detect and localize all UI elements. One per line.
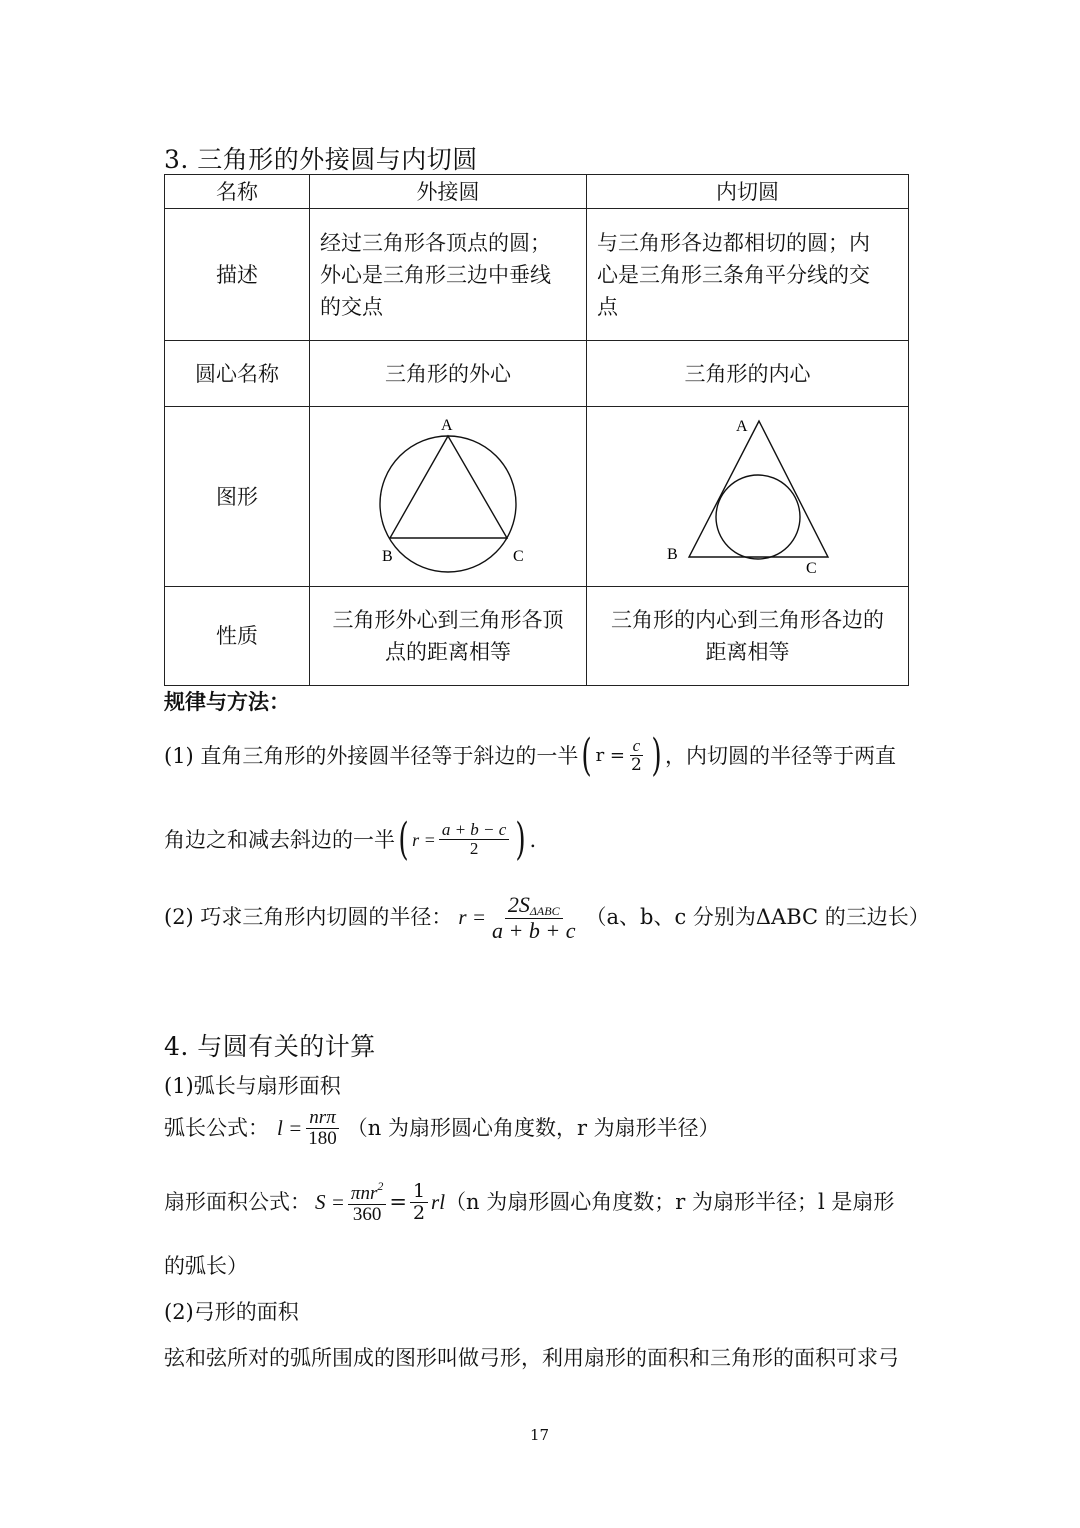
header-circumcircle: 外接圆	[310, 175, 587, 209]
sector-area-formula	[164, 1180, 894, 1226]
denominator: a + b + c	[492, 917, 576, 943]
desc-line: 心是三角形三条角平分线的交	[597, 262, 870, 287]
formula-lhs: r =	[595, 745, 626, 766]
fraction	[305, 1108, 340, 1150]
rule-1b-suffix: .	[529, 827, 537, 852]
incircle-figure-cell	[587, 407, 909, 587]
header-name: 名称	[165, 175, 310, 209]
table-row	[165, 587, 909, 686]
superscript: 2	[377, 1179, 384, 1193]
row-label-figure: 图形	[165, 407, 310, 587]
circumcenter-name: 三角形的外心	[310, 341, 587, 407]
numerator: a + b − c	[439, 821, 510, 840]
numerator: 1	[410, 1182, 428, 1203]
circle-comparison-table	[164, 174, 909, 686]
fraction	[410, 1182, 428, 1224]
rule-1	[164, 730, 897, 781]
section-4-title: 4. 与圆有关的计算	[164, 1032, 376, 1061]
denominator: 2	[412, 1201, 426, 1224]
property-line: 三角形的内心到三角形各边的	[611, 608, 884, 632]
circumcircle-description	[310, 209, 587, 341]
denominator: 180	[308, 1127, 337, 1149]
vertex-b-label: B	[382, 548, 393, 565]
incircle-property	[587, 587, 909, 686]
rule-1-suffix: ，内切圆的半径等于两直	[665, 743, 897, 768]
area-suffix-line-2: 的弧长）	[164, 1254, 248, 1278]
rl-term: rl	[431, 1190, 446, 1215]
row-label-description: 描述	[165, 209, 310, 341]
desc-line: 外心是三角形三边中垂线	[320, 262, 551, 287]
segment-text: 弦和弦所对的弧所围成的图形叫做弓形，利用扇形的面积和三角形的面积可求弓	[164, 1346, 899, 1370]
circumcircle-diagram	[310, 407, 587, 586]
left-paren: (	[581, 730, 593, 781]
subsection-1-title: (1)弧长与扇形面积	[164, 1074, 341, 1098]
circumcircle-property	[310, 587, 587, 686]
right-paren: )	[651, 730, 662, 781]
numerator: πnr	[350, 1183, 378, 1204]
area-prefix: 扇形面积公式：	[164, 1190, 311, 1215]
page-number: 17	[530, 1426, 550, 1444]
property-line: 距离相等	[705, 640, 790, 664]
formula-lhs: r =	[458, 905, 487, 930]
subscript: ΔABC	[529, 904, 560, 918]
property-line: 三角形外心到三角形各顶	[332, 608, 564, 632]
vertex-a-label: A	[441, 417, 453, 434]
desc-line: 与三角形各边都相切的圆；内	[597, 230, 870, 255]
denominator: 2	[631, 755, 642, 776]
circumcircle-figure-cell	[310, 407, 587, 587]
vertex-b-label: B	[667, 546, 678, 563]
table-row	[165, 209, 909, 341]
header-incircle: 内切圆	[587, 175, 909, 209]
incircle-description	[587, 209, 909, 341]
denominator: 2	[469, 839, 479, 859]
fraction	[489, 893, 578, 943]
rule-1-text: (1) 直角三角形的外接圆半径等于斜边的一半	[164, 743, 579, 768]
equals-sign: =	[389, 1190, 407, 1215]
row-label-center: 圆心名称	[165, 341, 310, 407]
incenter-name: 三角形的内心	[587, 341, 909, 407]
formula-lhs: l =	[277, 1116, 303, 1141]
formula-lhs: S =	[315, 1190, 345, 1215]
property-line: 点的距离相等	[385, 640, 511, 664]
vertex-c-label: C	[806, 560, 817, 577]
arc-suffix: （n 为扇形圆心角度数，r 为扇形半径）	[346, 1116, 720, 1141]
numerator: c	[630, 737, 644, 756]
incircle-diagram	[587, 407, 909, 586]
rules-title: 规律与方法：	[164, 689, 290, 714]
vertex-c-label: C	[513, 548, 524, 565]
vertex-a-label: A	[736, 418, 748, 435]
numerator: nrπ	[306, 1108, 338, 1129]
rule-2	[164, 893, 930, 943]
left-paren: (	[398, 814, 409, 865]
right-paren: )	[515, 814, 527, 865]
numerator: 2S	[507, 892, 530, 917]
arc-length-formula	[164, 1108, 720, 1150]
rule-2-suffix: （a、b、c 分别为ΔABC 的三边长）	[585, 905, 930, 930]
rule-1b-text: 角边之和减去斜边的一半	[164, 827, 395, 852]
denominator: 360	[352, 1203, 382, 1225]
desc-line: 经过三角形各顶点的圆；	[320, 230, 551, 255]
row-label-property: 性质	[165, 587, 310, 686]
subsection-2-title: (2)弓形的面积	[164, 1300, 299, 1324]
area-suffix: （n 为扇形圆心角度数；r 为扇形半径；l 是扇形	[445, 1190, 895, 1215]
fraction	[628, 737, 645, 775]
formula-lhs: r =	[412, 830, 436, 850]
rule-1b	[164, 814, 537, 865]
table-row	[165, 407, 909, 587]
desc-line: 点	[597, 294, 618, 319]
section-3-title: 3. 三角形的外接圆与内切圆	[164, 145, 478, 174]
fraction	[348, 1180, 386, 1226]
table-row	[165, 341, 909, 407]
desc-line: 的交点	[320, 294, 383, 319]
table-header-row	[165, 175, 909, 209]
arc-prefix: 弧长公式：	[164, 1116, 269, 1141]
rule-2-text: (2) 巧求三角形内切圆的半径：	[164, 905, 453, 930]
fraction	[439, 821, 510, 859]
